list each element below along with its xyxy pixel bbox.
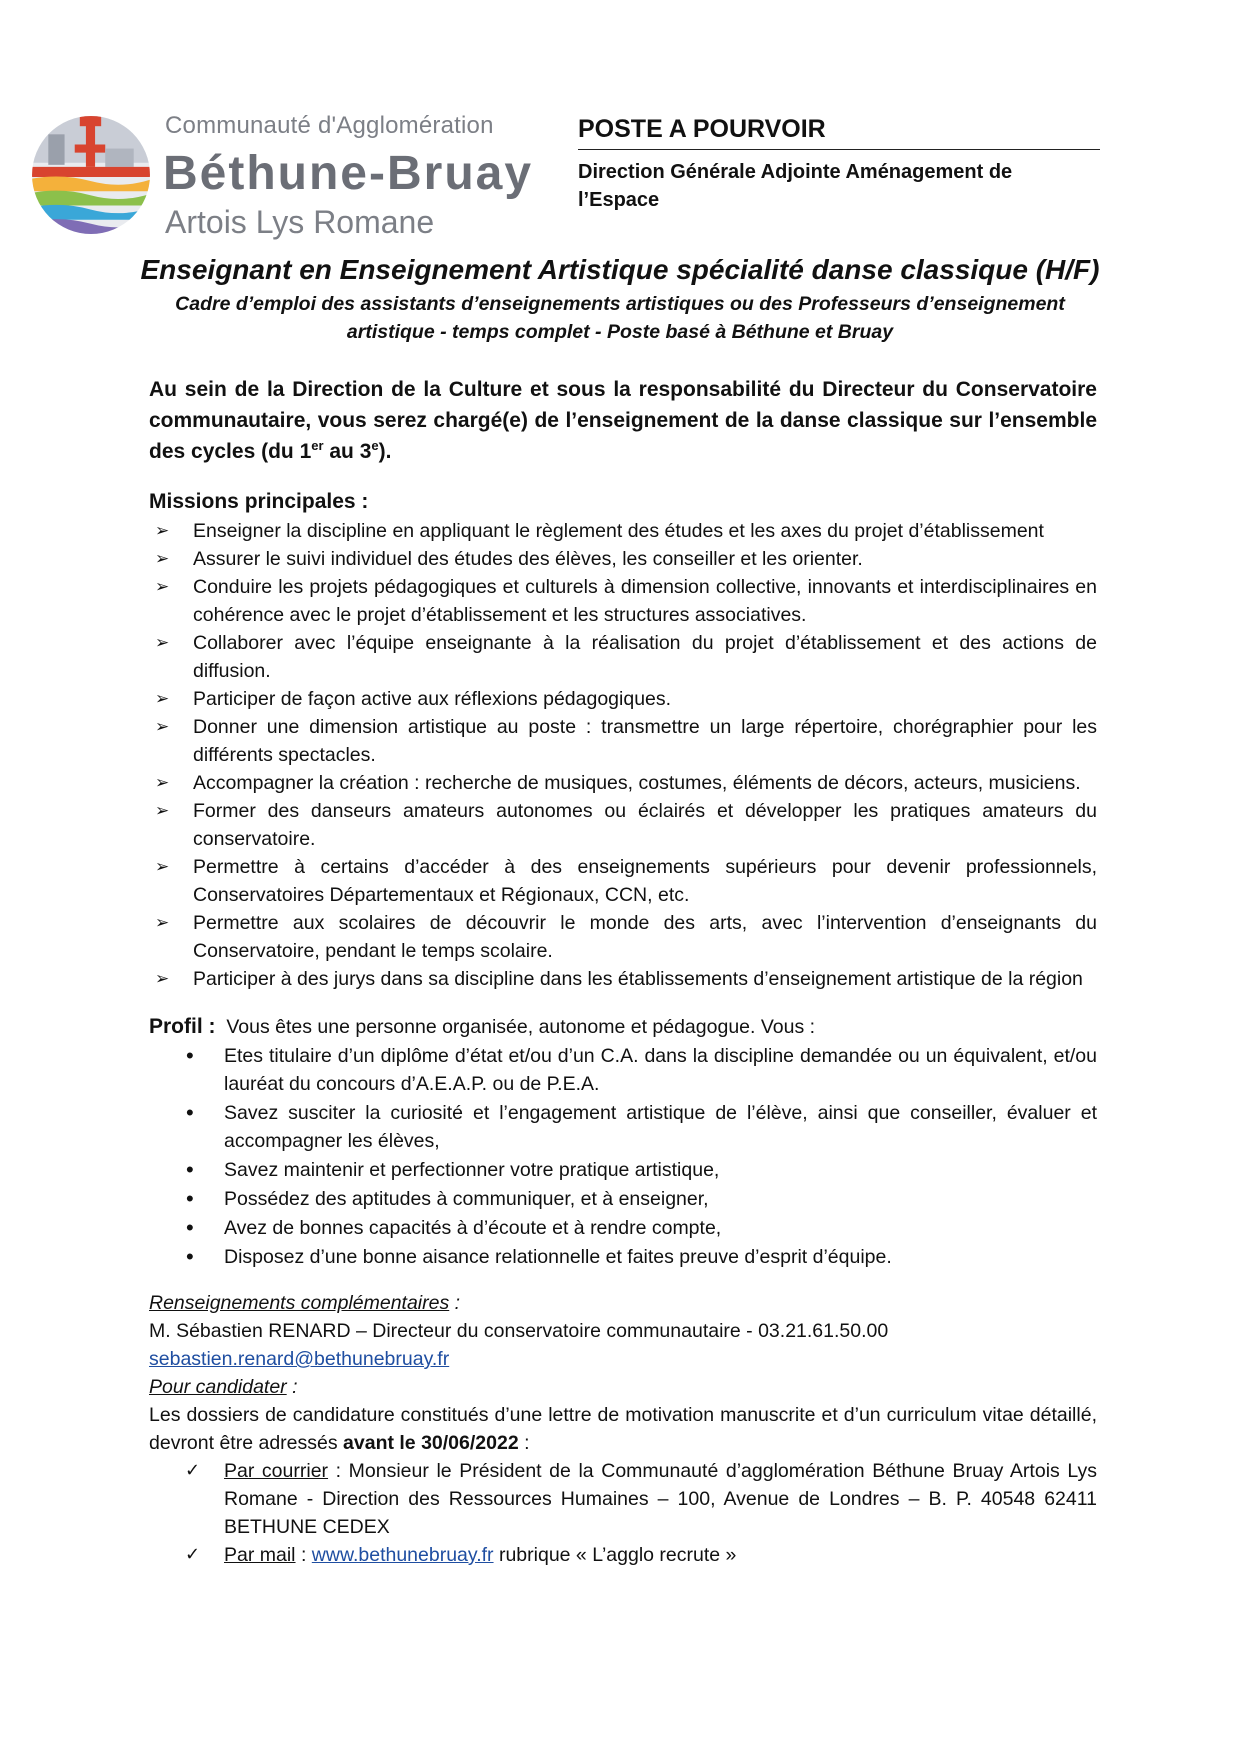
courrier-address: : Monsieur le Président de la Communauté d’agglomération Béthune Bruay Artois Lys Romane - Direction des Ressources Humaines – 100, Avenue de Londres – B. P. 40548 62411 BETHUNE CEDEX — [224, 1460, 1097, 1538]
candidater-mail-item — [149, 1541, 1097, 1569]
website-link[interactable]: www.bethunebruay.fr — [311, 1544, 494, 1566]
mission-item: ➢ Collaborer avec l’équipe enseignante à la réalisation du projet d’établissement et des actions de diffusion. — [149, 629, 1097, 685]
mail-separator: : — [295, 1544, 312, 1566]
candidater-courrier-item — [149, 1457, 1097, 1541]
renseignements-section — [149, 1289, 1097, 1569]
mission-item: ➢ Assurer le suivi individuel des études des élèves, les conseiller et les orienter. — [149, 545, 1097, 573]
job-title: Enseignant en Enseignement Artistique spécialité danse classique (H/F) — [140, 254, 1100, 285]
courrier-label: Par courrier — [224, 1460, 329, 1482]
poste-block — [578, 115, 1100, 214]
intro-sup-2: e — [371, 438, 379, 453]
profil-item: • Savez maintenir et perfectionner votre pratique artistique, — [149, 1156, 1097, 1184]
mission-item: ➢ Participer de façon active aux réflexions pédagogiques. — [149, 685, 1097, 713]
agglomeration-logo — [30, 110, 560, 240]
poste-direction: Direction Générale Adjointe Aménagement de l’Espace — [578, 161, 1013, 211]
contact-line: M. Sébastien RENARD – Directeur du conservatoire communautaire - 03.21.61.50.00 — [149, 1320, 889, 1342]
job-heading — [100, 252, 1140, 346]
candidater-text-end: : — [518, 1432, 530, 1454]
profil-section — [149, 1013, 1097, 1041]
profil-label: Profil : — [149, 1015, 216, 1038]
mission-item: ➢ Conduire les projets pédagogiques et culturels à dimension collective, innovants et interdisciplinaires en cohérence avec le projet d’établissement et les structures associatives. — [149, 573, 1097, 629]
logo-text-line1: Communauté d'Agglomération — [165, 112, 494, 139]
renseignements-heading-line — [149, 1289, 1097, 1317]
mission-item: ➢ Accompagner la création : recherche de musiques, costumes, éléments de décors, acteurs, musiciens. — [149, 769, 1097, 797]
candidater-heading-line — [149, 1373, 1097, 1401]
mission-item: ➢ Former des danseurs amateurs autonomes ou éclairés et développer les pratiques amateurs du conservatoire. — [149, 797, 1097, 853]
intro-end: ). — [378, 440, 392, 463]
profil-intro: Vous êtes une personne organisée, autonome et pédagogue. Vous : — [226, 1016, 816, 1038]
missions-list — [149, 517, 1097, 993]
offer-body — [149, 374, 1097, 1569]
intro-paragraph — [149, 374, 1097, 467]
mission-item: ➢ Donner une dimension artistique au poste : transmettre un large répertoire, chorégraphier pour les différents spectacles. — [149, 713, 1097, 769]
profil-item: • Etes titulaire d’un diplôme d’état et/ou d’un C.A. dans la discipline demandée ou un équivalent, et/ou lauréat du concours d’A.E.A.P. ou de P.E.A. — [149, 1042, 1097, 1098]
candidater-text: Les dossiers de candidature constitués d’une lettre de motivation manuscrite et d’un curriculum vitae détaillé, devront être adressés — [149, 1404, 1097, 1454]
logo-text-line2: Béthune-Bruay — [163, 147, 534, 200]
mission-item: ➢ Enseigner la discipline en appliquant le règlement des études et les axes du projet d’établissement — [149, 517, 1097, 545]
intro-text: Au sein de la Direction de la Culture et sous la responsabilité du Directeur du Conservatoire communautaire, vous serez chargé(e) de l’enseignement de la danse classique sur l’ensemble des cycles (du 1 — [149, 378, 1097, 463]
mission-item: ➢ Permettre aux scolaires de découvrir le monde des arts, avec l’intervention d’enseignants du Conservatoire, pendant le temps scolaire. — [149, 909, 1097, 965]
profil-list — [149, 1042, 1097, 1271]
profil-item: • Avez de bonnes capacités à d’écoute et à rendre compte, — [149, 1214, 1097, 1242]
profil-item: • Savez susciter la curiosité et l’engagement artistique de l’élève, ainsi que conseiller, évaluer et accompagner les élèves, — [149, 1099, 1097, 1155]
job-subtitle: Cadre d’emploi des assistants d’enseignements artistiques ou des Professeurs d’enseignement artistique - temps complet - Poste basé à Béthune et Bruay — [175, 293, 1065, 343]
mission-item: ➢ Permettre à certains d’accéder à des enseignements supérieurs pour devenir professionnels, Conservatoires Départementaux et Régionaux, CCN, etc. — [149, 853, 1097, 909]
candidater-deadline: avant le 30/06/2022 — [343, 1432, 519, 1454]
contact-email-link[interactable]: sebastien.renard@bethunebruay.fr — [149, 1348, 450, 1370]
intro-mid: au 3 — [323, 440, 372, 463]
poste-title: POSTE A POURVOIR — [578, 115, 1100, 150]
mission-item: ➢ Participer à des jurys dans sa discipline dans les établissements d’enseignement artistique de la région — [149, 965, 1097, 993]
candidater-heading: Pour candidater — [149, 1376, 287, 1398]
mail-rubrique: rubrique « L’agglo recrute » — [493, 1544, 737, 1566]
renseignements-heading: Renseignements complémentaires — [149, 1292, 450, 1314]
logo-emblem-icon — [30, 114, 152, 236]
logo-text-line3: Artois Lys Romane — [165, 204, 435, 240]
candidater-colon: : — [286, 1376, 298, 1398]
profil-item: • Disposez d’une bonne aisance relationnelle et faites preuve d’esprit d’équipe. — [149, 1243, 1097, 1271]
renseignements-colon: : — [449, 1292, 461, 1314]
profil-item: • Possédez des aptitudes à communiquer, et à enseigner, — [149, 1185, 1097, 1213]
mail-label: Par mail — [224, 1544, 296, 1566]
missions-heading: Missions principales : — [149, 490, 369, 513]
candidater-paragraph — [149, 1401, 1097, 1457]
candidater-list — [149, 1457, 1097, 1569]
intro-sup-1: er — [311, 438, 324, 453]
